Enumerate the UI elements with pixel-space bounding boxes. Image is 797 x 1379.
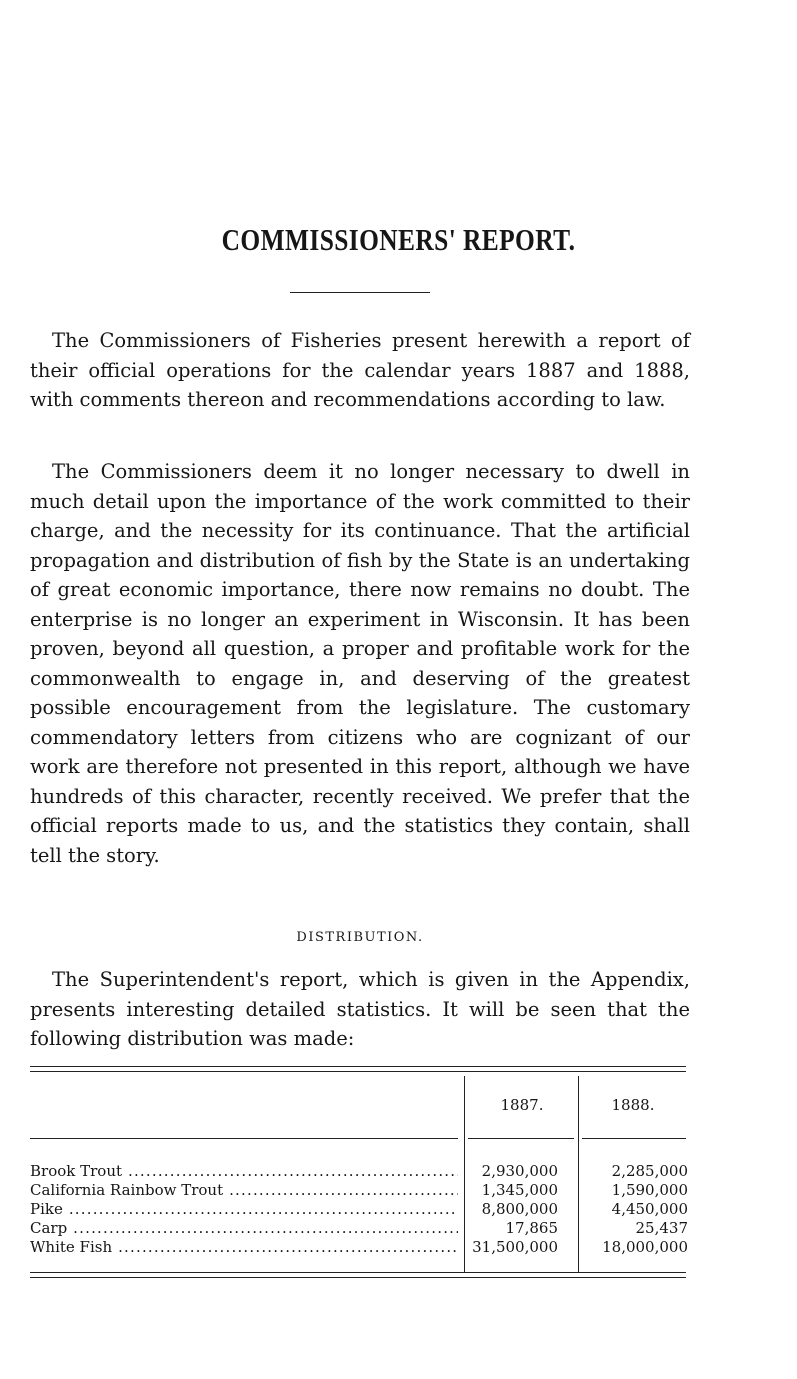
value-1888: 18,000,000 xyxy=(602,1238,688,1256)
value-1888: 4,450,000 xyxy=(611,1200,688,1218)
paragraph-intro: The Commissioners of Fisheries present herewith a report of their official operations for the calendar years 1887 and 1888, with comments thereon and recommendations according to law. xyxy=(30,329,690,411)
table-row xyxy=(30,1181,686,1200)
distribution-table xyxy=(30,1066,686,1286)
header-rule xyxy=(582,1138,686,1139)
column-header-1887: 1887. xyxy=(500,1096,544,1114)
row-label: Brook Trout ..... xyxy=(30,1162,458,1181)
table-row xyxy=(30,1200,686,1219)
paragraph-distribution: The Superintendent's report, which is given in the Appendix, presents interesting detailed statistics. It will be seen that the following distribution was made: xyxy=(30,968,690,1050)
value-1887: 17,865 xyxy=(505,1219,558,1237)
page-title: COMMISSIONERS' REPORT. xyxy=(221,222,576,257)
paragraph-importance: The Commissioners deem it no longer necessary to dwell in much detail upon the importance of the work committed to their charge, and the necessity for its continuance. That the artificial propagation and distribution of fish by the State is an undertaking of great economic importance, there now remains no doubt. The enterprise is no longer an experiment in Wisconsin. It has been proven, beyond all question, a proper and profitable work for the commonwealth to engage in, and deserving of the greatest possible encouragement from the legislature. The customary commendatory letters from citizens who are cognizant of our work are therefore not presented in this report, although we have hundreds of this character, recently received. We prefer that the official reports made to us, and the statistics they contain, shall tell the story. xyxy=(30,460,690,867)
table-row xyxy=(30,1219,686,1238)
value-1888: 1,590,000 xyxy=(611,1181,688,1199)
table-body xyxy=(30,1162,686,1257)
table-top-rule xyxy=(30,1066,686,1072)
table-row xyxy=(30,1238,686,1257)
value-1887: 31,500,000 xyxy=(472,1238,558,1256)
value-1888: 2,285,000 xyxy=(611,1162,688,1180)
section-heading: DISTRIBUTION. xyxy=(296,930,424,945)
value-1887: 1,345,000 xyxy=(481,1181,558,1199)
title-divider xyxy=(290,292,430,293)
column-header-1888: 1888. xyxy=(611,1096,655,1114)
value-1888: 25,437 xyxy=(635,1219,688,1237)
header-rule xyxy=(468,1138,574,1139)
table-row xyxy=(30,1162,686,1181)
row-label: Pike ..... xyxy=(30,1200,458,1219)
row-label: Carp ..... xyxy=(30,1219,458,1238)
value-1887: 2,930,000 xyxy=(481,1162,558,1180)
row-label: White Fish ..... xyxy=(30,1238,458,1257)
header-rule xyxy=(30,1138,458,1139)
table-bottom-rule xyxy=(30,1272,686,1278)
value-1887: 8,800,000 xyxy=(481,1200,558,1218)
row-label: California Rainbow Trout ..... xyxy=(30,1181,458,1200)
